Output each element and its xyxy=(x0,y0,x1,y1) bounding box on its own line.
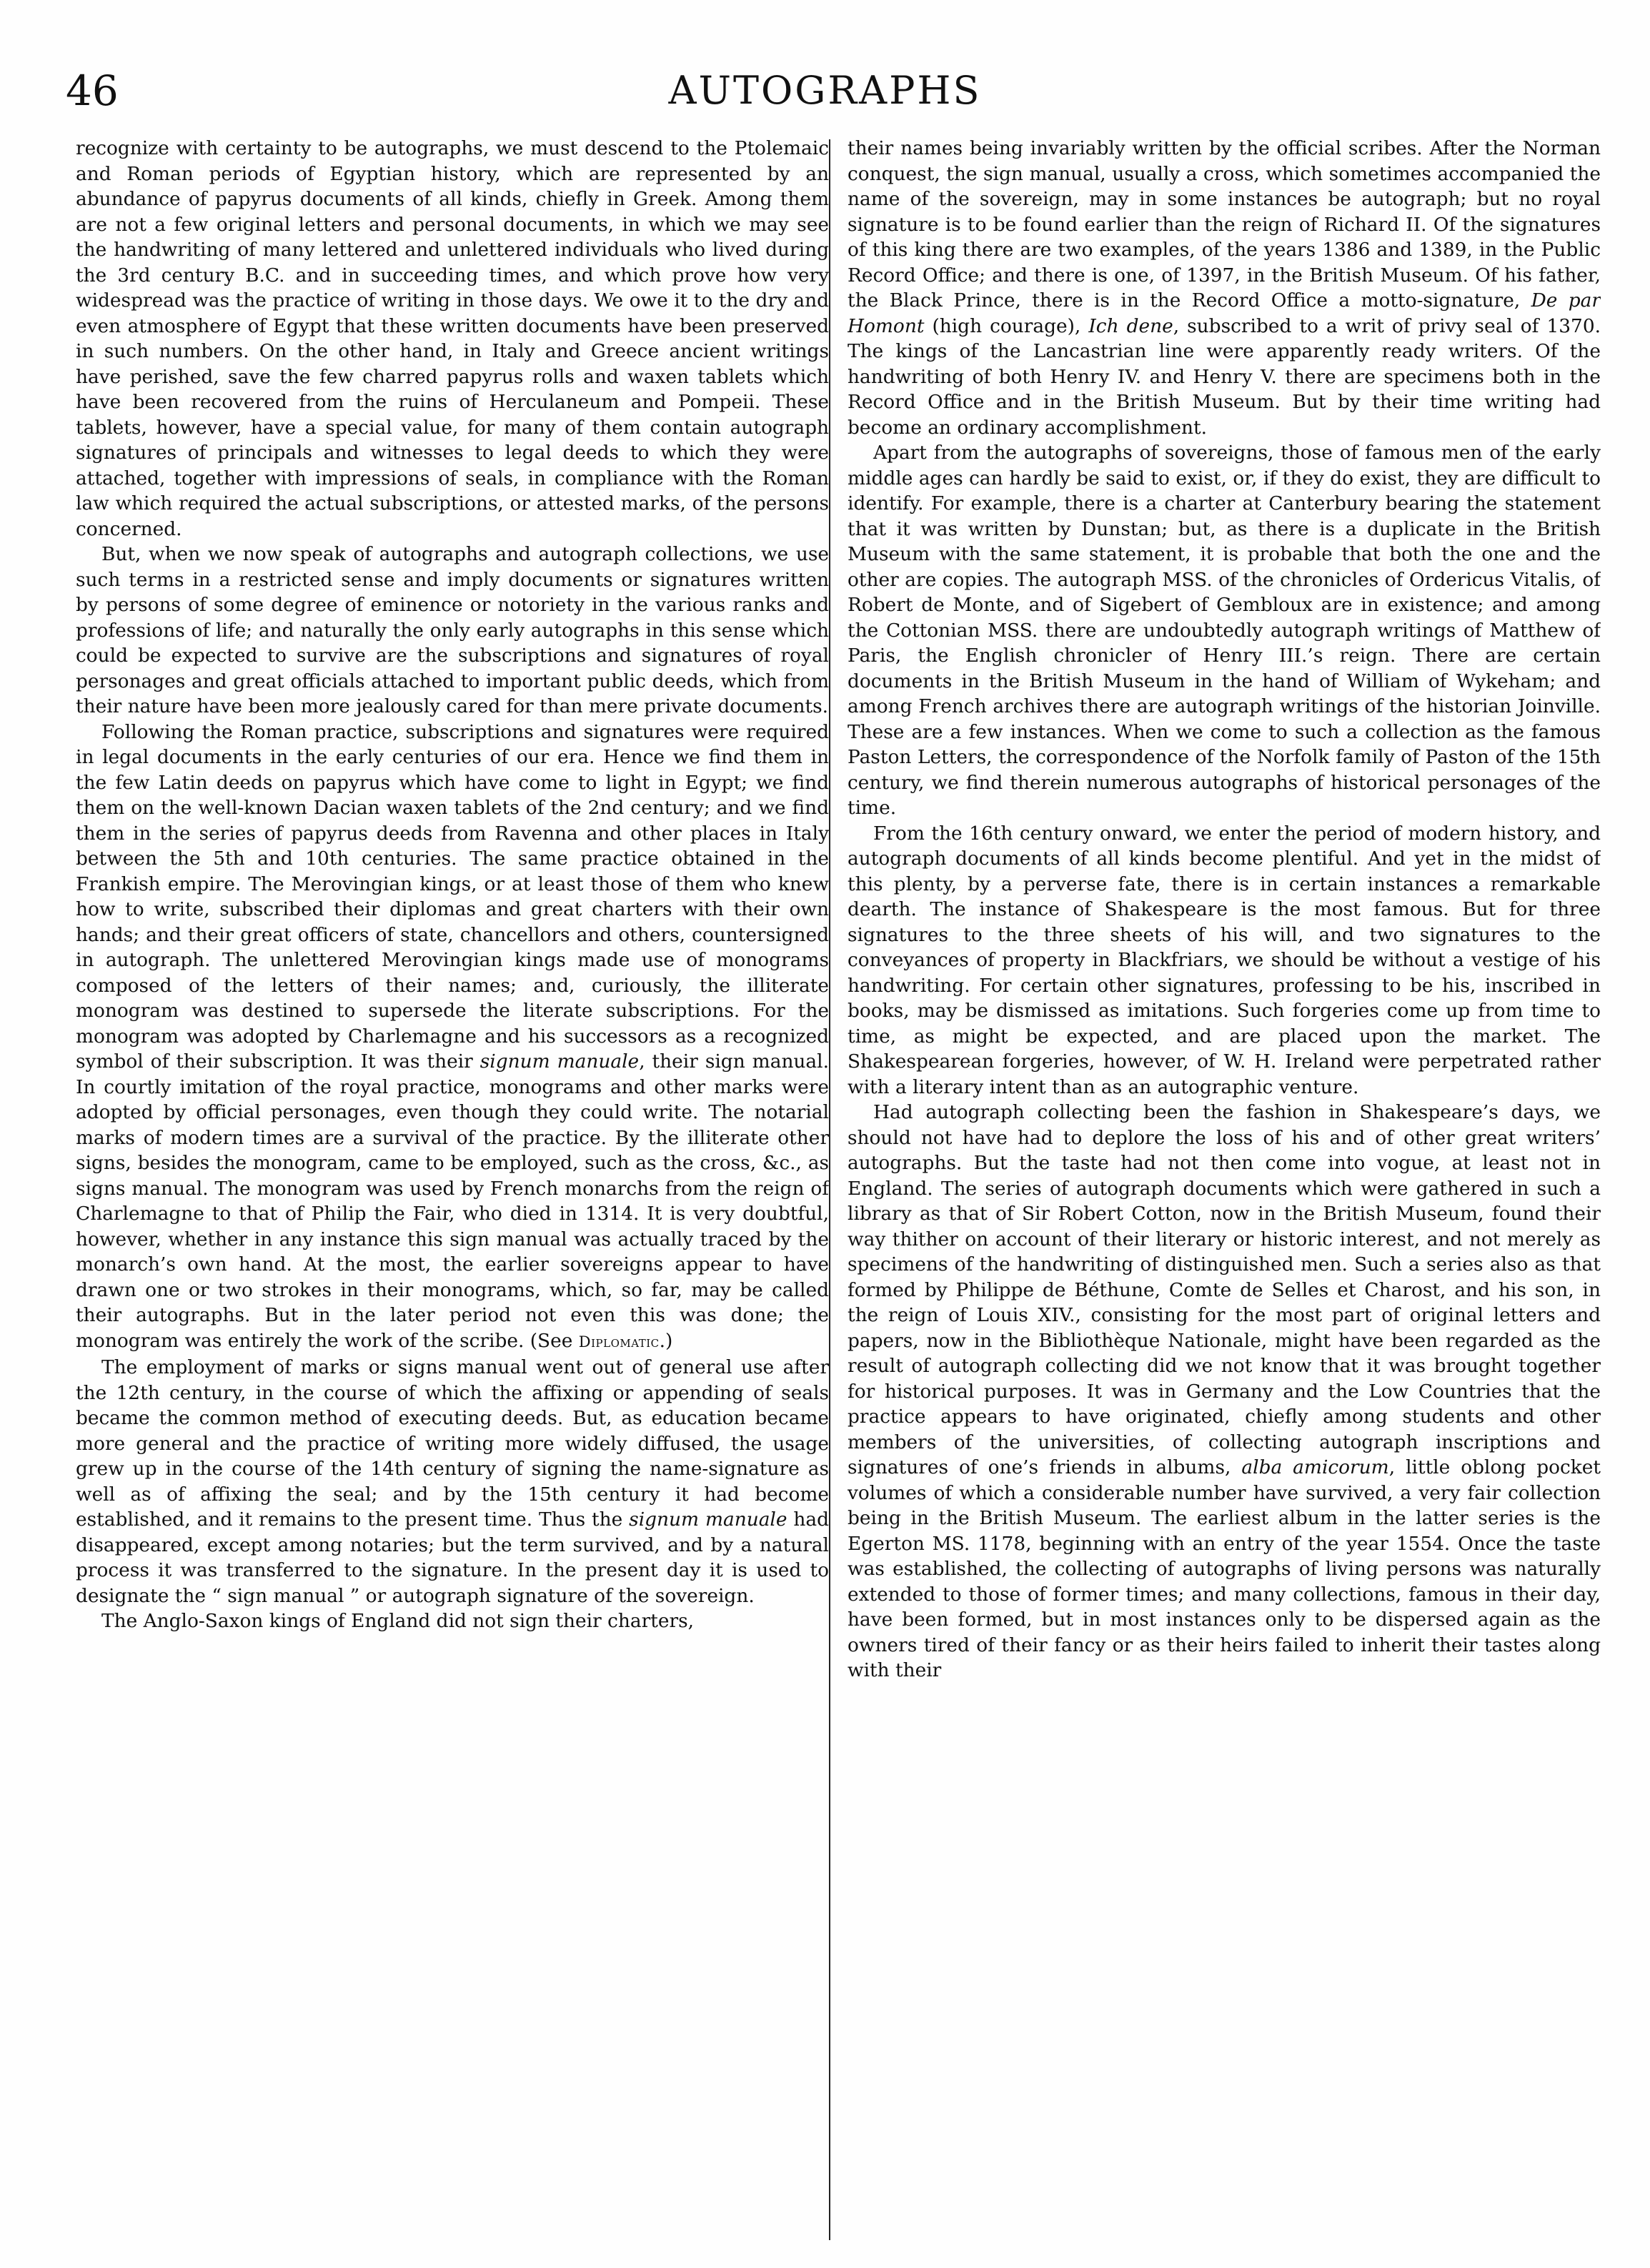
running-head: AUTOGRAPHS xyxy=(668,68,982,113)
page-number: 46 xyxy=(66,66,119,115)
text-span: recognize with certainty to be autographs, we must descend to the Ptolemaic and Roman periods of Egyptian history, which are represented by an abundance of papyrus documents of all kinds, chiefly in Greek. Among them are not a few original letters and personal documents, in which we may see the handwriting of many lettered and unlettered individuals who lived during the 3rd century B.C. and in succeeding times, and which prove how very widespread was the practice of writing in those days. We owe it to the dry and even atmosphere of Egypt that these written documents have been preserved in such numbers. On the other hand, in Italy and Greece ancient writings have perished, save the few charred papyrus rolls and waxen tablets which have been recovered from the ruins of Herculaneum and Pompeii. These tablets, however, have a special value, for many of them contain autograph signatures of principals and witnesses to legal deeds to which they were attached, together with impressions of seals, in compliance with the Roman law which required the actual subscriptions, or attested marks, of the persons concerned. xyxy=(76,137,829,540)
text-span: From the 16th century onward, we enter the period of modern history, and autograph documents of all kinds become plentiful. And yet in the midst of this plenty, by a perverse fate, there is in certain instances a remarkable dearth. The instance of Shakespeare is the most famous. But for three signatures to the three sheets of his will, and two signatures to the conveyances of property in Blackfriars, we should be without a vestige of his handwriting. For certain other signatures, professing to be his, inscribed in books, may be dismissed as imitations. Such forgeries come up from time to time, as might be expected, and are placed upon the market. The Shakespearean forgeries, however, of W. H. Ireland were perpetrated rather with a literary intent than as an autographic venture. xyxy=(848,822,1601,1098)
italic-term: signum manuale xyxy=(629,1508,787,1531)
text-span: , their sign manual. In courtly imitation of the royal practice, monograms and other marks were adopted by official personages, even though they could write. The notarial marks of modern times are a survival of the practice. By the illiterate other signs, besides the monogram, came to be employed, such as the cross, &c., as signs manual. The monogram was used by French monarchs from the reign of Charlemagne to that of Philip the Fair, who died in 1314. It is very doubtful, however, whether in any instance this sign manual was actually traced by the monarch’s own hand. At the most, the earlier sovereigns appear to have drawn one or two strokes in their monograms, which, so far, may be called their autographs. But in the later period not even this was done; the monogram was entirely the work of the scribe. (See xyxy=(76,1050,829,1352)
italic-term: De par Homont xyxy=(848,289,1601,337)
paragraph xyxy=(76,1608,829,1634)
paragraph xyxy=(76,542,829,720)
text-span: But, when we now speak of autographs and autograph collections, we use such terms in a restricted sense and imply documents or signatures written by persons of some degree of eminence or notoriety in the various ranks and professions of life; and naturally the only early autographs in this sense which could be expected to survive are the subscriptions and signatures of royal personages and great officials attached to important public deeds, which from their nature have been more jealously cared for than mere private documents. xyxy=(76,543,829,717)
cross-reference: Diplomatic xyxy=(578,1333,660,1351)
paragraph xyxy=(848,136,1601,440)
text-span: , little oblong pocket volumes of which a considerable number have survived, a very fair collection being in the British Museum. The earliest album in the latter series is the Egerton MS. 1178, beginning with an entry of the year 1554. Once the taste was established, the collecting of autographs of living persons was naturally extended to those of former times; and many collections, famous in their day, have been formed, but in most instances only to be dispersed again as the owners tired of their fancy or as their heirs failed to inherit their tastes along with their xyxy=(848,1456,1601,1681)
paragraph xyxy=(848,821,1601,1100)
text-span: The Anglo-Saxon kings of England did not sign their charters, xyxy=(101,1610,694,1632)
text-span: .) xyxy=(659,1329,673,1352)
text-span: The employment of marks or signs manual went out of general use after the 12th century, in the course of which the affixing or appending of seals became the common method of executing deeds. But, as education became more general and the practice of writing more widely diffused, the usage grew up in the course of the 14th century of signing the name-signature as well as of affixing the seal; and by the 15th century it had become established, and it remains to the present time. Thus the xyxy=(76,1356,829,1531)
text-span: Had autograph collecting been the fashion in Shakespeare’s days, we should not have had to deplore the loss of his and of other great writers’ autographs. But the taste had not then come into vogue, at least not in England. The series of autograph documents which were gathered in such a library as that of Sir Robert Cotton, now in the British Museum, found their way thither on account of their literary or historic interest, and not merely as specimens of the handwriting of distinguished men. Such a series also as that formed by Philippe de Béthune, Comte de Selles et Charost, and his son, in the reign of Louis XIV., consisting for the most part of original letters and papers, now in the Bibliothèque Nationale, might have been regarded as the result of autograph collecting did we not know that it was brought together for historical purposes. It was in Germany and the Low Countries that the practice appears to have originated, chiefly among students and other members of the universities, of collecting autograph inscriptions and signatures of one’s friends in albums, xyxy=(848,1101,1601,1478)
text-span: , subscribed to a writ of privy seal of 1370. The kings of the Lancastrian line were apparently ready writers. Of the handwriting of both Henry IV. and Henry V. there are specimens both in the Record Office and in the British Museum. But by their time writing had become an ordinary accomplishment. xyxy=(848,314,1601,439)
paragraph xyxy=(848,440,1601,821)
paragraph xyxy=(76,136,829,542)
text-span: Following the Roman practice, subscriptions and signatures were required in legal documents in the early centuries of our era. Hence we find them in the few Latin deeds on papyrus which have come to light in Egypt; we find them on the well-known Dacian waxen tablets of the 2nd century; and we find them in the series of papyrus deeds from Ravenna and other places in Italy between the 5th and 10th centuries. The same practice obtained in the Frankish empire. The Merovingian kings, or at least those of them who knew how to write, subscribed their diplomas and great charters with their own hands; and their great officers of state, chancellors and others, countersigned in autograph. The unlettered Merovingian kings made use of monograms composed of the letters of their names; and, curiously, the illiterate monogram was destined to supersede the literate subscriptions. For the monogram was adopted by Charlemagne and his successors as a recognized symbol of their subscription. It was their xyxy=(76,720,829,1073)
text-span: had disappeared, except among notaries; but the term survived, and by a natural process it was transferred to the signature. In the present day it is used to designate the “ sign manual ” or autograph signature of the sovereign. xyxy=(76,1508,829,1607)
text-span: their names being invariably written by the official scribes. After the Norman conquest, the sign manual, usually a cross, which sometimes accompanied the name of the sovereign, may in some instances be autograph; but no royal signature is to be found earlier than the reign of Richard II. Of the signatures of this king there are two examples, of the years 1386 and 1389, in the Public Record Office; and there is one, of 1397, in the British Museum. Of his father, the Black Prince, there is in the Record Office a motto-signature, xyxy=(848,137,1601,312)
text-span: Apart from the autographs of sovereigns, those of famous men of the early middle ages can hardly be said to exist, or, if they do exist, they are difficult to identify. For example, there is a charter at Canterbury bearing the statement that it was written by Dunstan; but, as there is a duplicate in the British Museum with the same statement, it is probable that both the one and the other are copies. The autograph MSS. of the chronicles of Ordericus Vitalis, of Robert de Monte, and of Sigebert of Gembloux are in existence; and among the Cottonian MSS. there are undoubtedly autograph writings of Matthew of Paris, the English chronicler of Henry III.’s reign. There are certain documents in the British Museum in the hand of William of Wykeham; and among French archives there are autograph writings of the historian Joinville. These are a few instances. When we come to such a collection as the famous Paston Letters, the correspondence of the Norfolk family of Paston of the 15th century, we find therein numerous autographs of historical personages of the time. xyxy=(848,442,1601,819)
italic-term: signum manuale xyxy=(479,1050,640,1073)
paragraph xyxy=(76,1355,829,1608)
text-span: (high courage), xyxy=(932,314,1081,337)
paragraph xyxy=(848,1100,1601,1683)
italic-term: Ich dene xyxy=(1088,314,1173,337)
italic-term: alba amicorum xyxy=(1241,1456,1389,1478)
paragraph xyxy=(76,720,829,1356)
right-column xyxy=(848,136,1601,2251)
column-rule xyxy=(829,139,830,2240)
left-column xyxy=(76,136,829,2251)
